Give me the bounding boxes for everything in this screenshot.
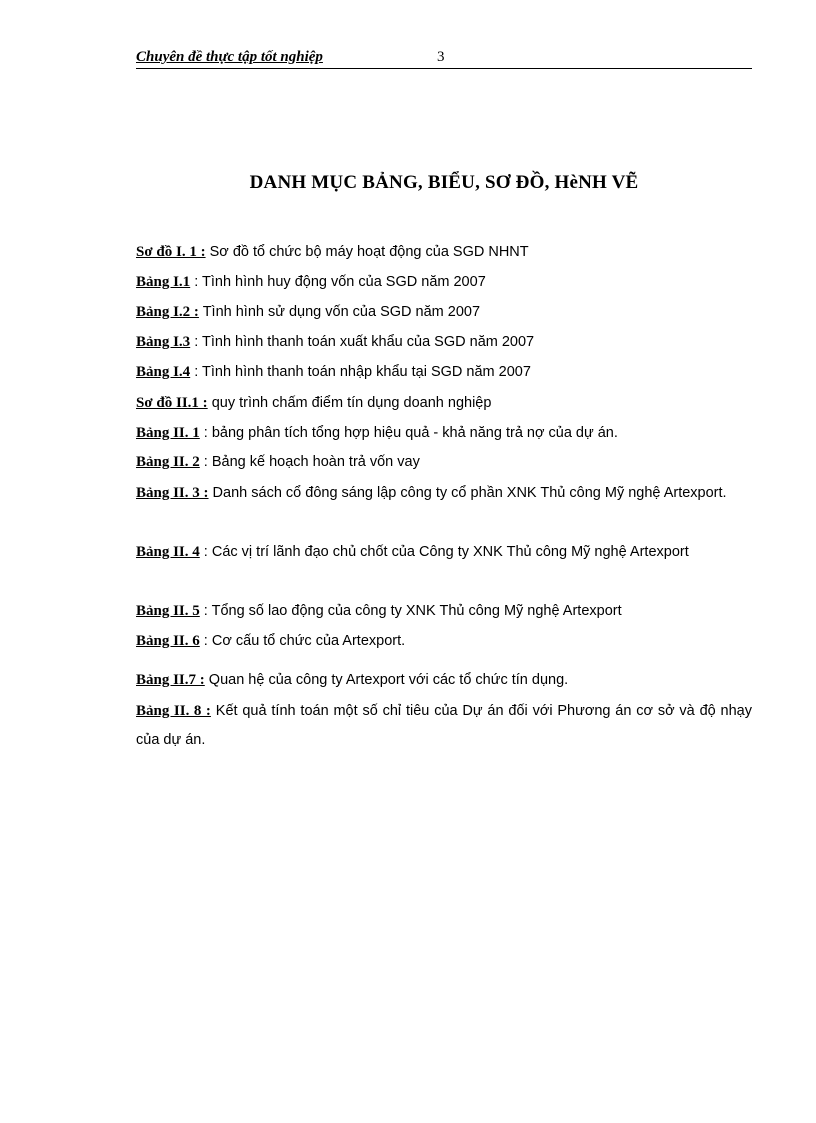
list-item bbox=[136, 238, 752, 267]
entry-ref: Bảng II. 6 bbox=[136, 633, 200, 649]
page-title: DANH MỤC BẢNG, BIỂU, SƠ ĐỒ, HèNH VẼ bbox=[249, 172, 639, 193]
entry-ref: Sơ đồ I. 1 : bbox=[136, 244, 206, 260]
entry-ref: Bảng I.4 bbox=[136, 364, 191, 380]
list-item bbox=[136, 627, 752, 656]
entry-text: : Tình hình huy động vốn của SGD năm 2007 bbox=[190, 274, 486, 290]
entry-ref: Bảng II. 4 bbox=[136, 544, 200, 560]
list-item bbox=[136, 358, 752, 387]
entry-ref: Bảng II. 2 bbox=[136, 454, 200, 470]
entry-text: : Tình hình thanh toán xuất khẩu của SGD năm 2007 bbox=[190, 334, 535, 350]
list-item bbox=[136, 328, 752, 357]
entry-text: quy trình chấm điểm tín dụng doanh nghiệp bbox=[207, 395, 492, 411]
entry-text: : Cơ cấu tổ chức của Artexport. bbox=[199, 633, 406, 649]
entry-text: : Bảng kế hoạch hoàn trả vốn vay bbox=[199, 454, 420, 470]
list-item bbox=[136, 479, 752, 508]
header-title: Chuyên đề thực tập tốt nghiệp bbox=[136, 49, 323, 65]
list-item bbox=[136, 597, 752, 626]
entry-ref: Bảng II.7 : bbox=[136, 672, 205, 688]
list-item bbox=[136, 666, 752, 695]
entry-ref: Bảng II. 1 bbox=[136, 425, 200, 441]
list-item bbox=[136, 268, 752, 297]
entry-text: Quan hệ của công ty Artexport với các tổ chức tín dụng. bbox=[204, 672, 569, 688]
entry-text: : bảng phân tích tổng hợp hiệu quả - khả năng trả nợ của dự án. bbox=[199, 425, 618, 441]
page-header bbox=[136, 48, 752, 69]
entry-ref: Bảng I.3 bbox=[136, 334, 191, 350]
entry-text: : Các vị trí lãnh đạo chủ chốt của Công ty XNK Thủ công Mỹ nghệ Artexport bbox=[199, 544, 689, 560]
entry-ref: Bảng II. 3 : bbox=[136, 485, 209, 501]
entry-ref: Bảng I.2 : bbox=[136, 304, 199, 320]
entry-text: Tình hình sử dụng vốn của SGD năm 2007 bbox=[198, 304, 481, 320]
list-item bbox=[136, 538, 752, 567]
entry-ref: Sơ đồ II.1 : bbox=[136, 395, 208, 411]
entry-text: Sơ đồ tổ chức bộ máy hoạt động của SGD NHNT bbox=[205, 244, 529, 260]
entry-text: : Tình hình thanh toán nhập khẩu tại SGD năm 2007 bbox=[190, 364, 531, 380]
list-item bbox=[136, 298, 752, 327]
entry-text: Danh sách cổ đông sáng lập công ty cổ phần XNK Thủ công Mỹ nghệ Artexport. bbox=[208, 485, 727, 501]
entry-text: Kết quả tính toán một số chỉ tiêu của Dự án đối với Phương án cơ sở và độ nhạy của dự án. bbox=[136, 703, 752, 748]
entry-text: : Tổng số lao động của công ty XNK Thủ công Mỹ nghệ Artexport bbox=[199, 603, 622, 619]
page-number: 3 bbox=[437, 49, 445, 65]
list-item bbox=[136, 448, 752, 477]
list-item bbox=[136, 697, 752, 755]
list-item bbox=[136, 419, 752, 448]
entry-ref: Bảng II. 8 : bbox=[136, 703, 211, 719]
entry-ref: Bảng I.1 bbox=[136, 274, 191, 290]
list-item bbox=[136, 389, 752, 418]
entry-ref: Bảng II. 5 bbox=[136, 603, 200, 619]
